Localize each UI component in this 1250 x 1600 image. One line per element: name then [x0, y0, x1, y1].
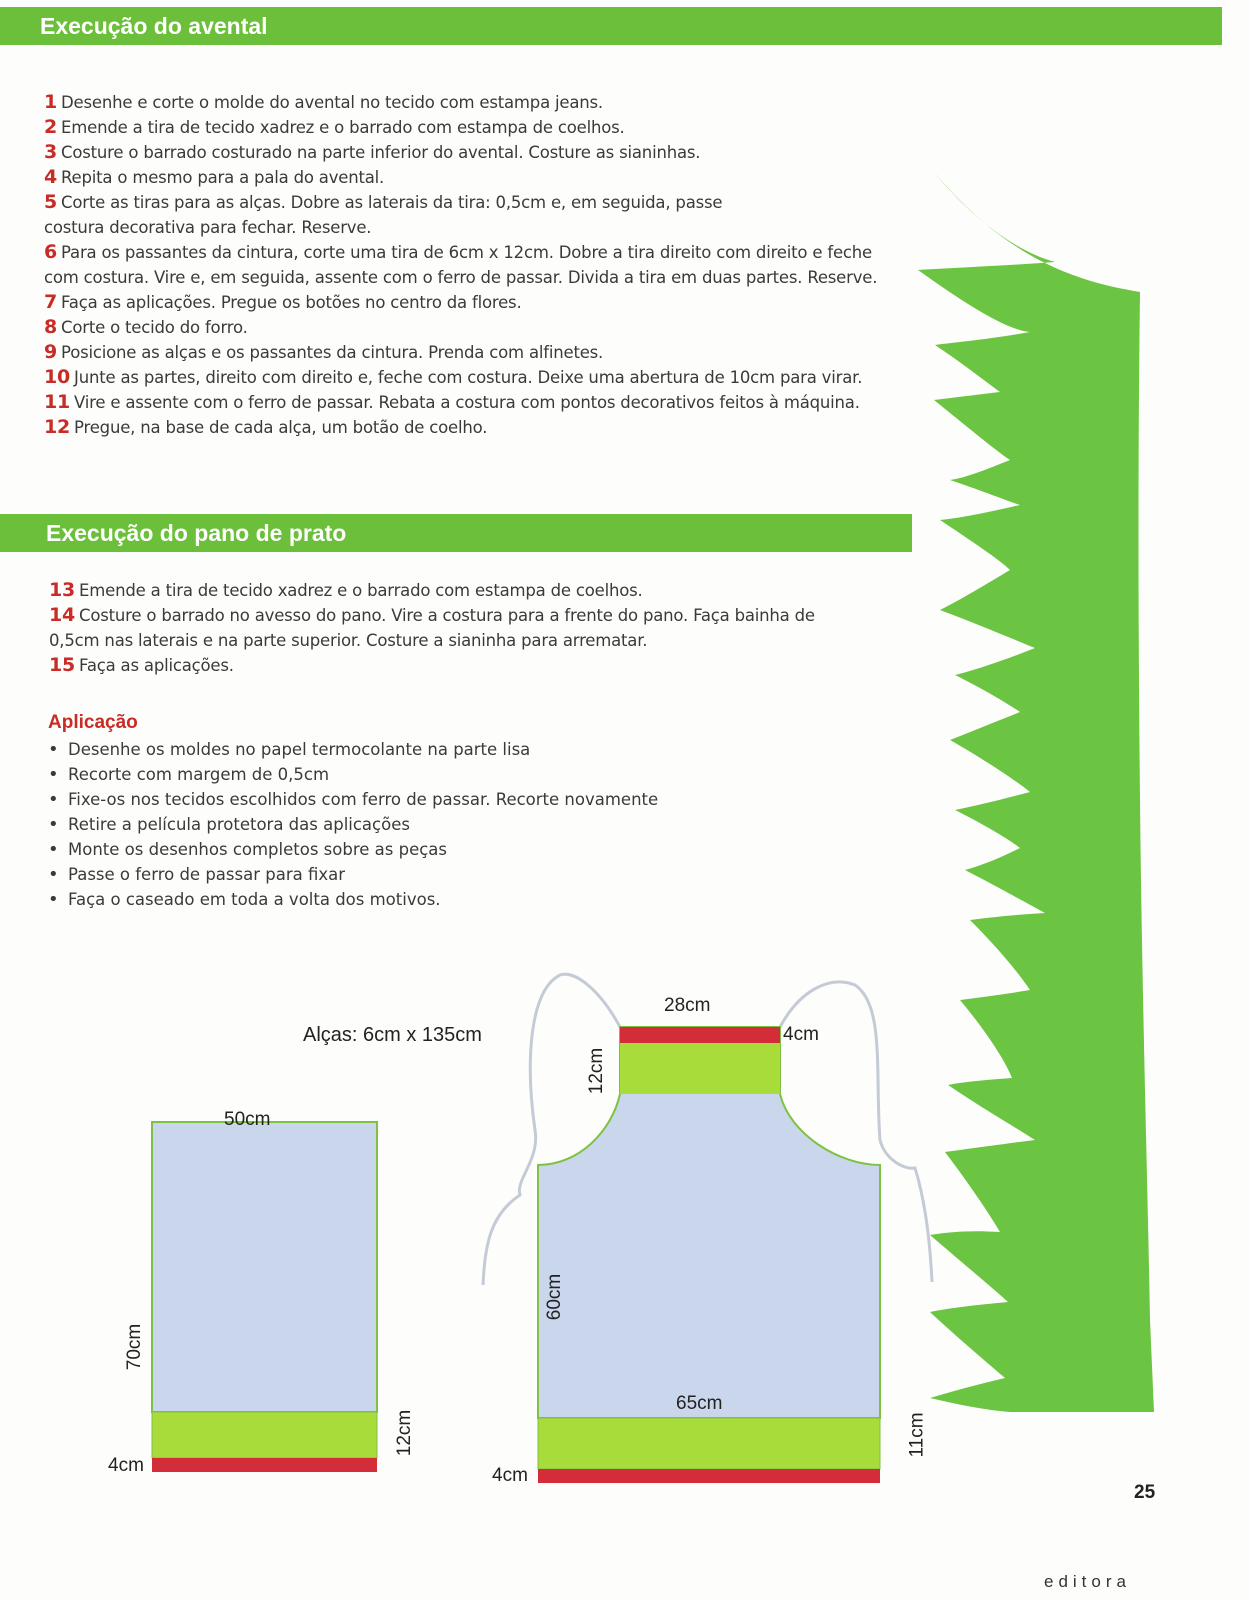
step-text: Junte as partes, direito com direito e, feche com costura. Deixe uma abertura de 10cm para virar.	[74, 368, 863, 387]
step-line	[49, 603, 815, 628]
step-line	[44, 265, 877, 290]
towel-width-label: 50cm	[224, 1109, 271, 1130]
step-line	[49, 653, 815, 678]
step-text: Para os passantes da cintura, corte uma tira de 6cm x 12cm. Dobre a tira direito com direito e feche	[61, 243, 872, 262]
step-number: 8	[44, 316, 58, 338]
step-line	[49, 628, 815, 653]
step-line	[49, 578, 815, 603]
application-item: • Desenhe os moldes no papel termocolante na parte lisa	[48, 737, 658, 762]
dish-towel-diagram	[152, 1122, 377, 1472]
application-item: • Monte os desenhos completos sobre as peças	[48, 837, 658, 862]
step-number: 1	[44, 91, 58, 113]
step-line	[44, 240, 877, 265]
step-number: 7	[44, 291, 58, 313]
step-line	[44, 290, 877, 315]
application-item: • Fixe-os nos tecidos escolhidos com ferro de passar. Recorte novamente	[48, 787, 658, 812]
step-text: Desenhe e corte o molde do avental no tecido com estampa jeans.	[61, 93, 603, 112]
application-item: • Faça o caseado em toda a volta dos motivos.	[48, 887, 658, 912]
step-text: Costure o barrado no avesso do pano. Vire a costura para a frente do pano. Faça bainha de	[79, 606, 815, 625]
step-line	[44, 340, 877, 365]
towel-trim-label: 4cm	[108, 1455, 144, 1476]
apron-width-label: 65cm	[676, 1393, 723, 1414]
step-number: 5	[44, 191, 58, 213]
step-line	[44, 390, 877, 415]
step-line	[44, 90, 877, 115]
step-text: Repita o mesmo para a pala do avental.	[61, 168, 385, 187]
step-number: 11	[44, 391, 71, 413]
step-number: 10	[44, 366, 71, 388]
step-line	[44, 415, 877, 440]
step-text: com costura. Vire e, em seguida, assente com o ferro de passar. Divida a tira em duas partes. Reserve.	[44, 268, 878, 287]
bib-height-label: 12cm	[586, 1047, 608, 1095]
section-banner-apron	[0, 7, 1222, 45]
step-number: 2	[44, 116, 58, 138]
towel-band-label: 12cm	[394, 1409, 416, 1457]
step-number: 6	[44, 241, 58, 263]
step-text: Faça as aplicações.	[79, 656, 234, 675]
application-item: • Passe o ferro de passar para fixar	[48, 862, 658, 887]
step-line	[44, 190, 877, 215]
apron-band-label: 11cm	[906, 1412, 928, 1458]
section-title-apron: Execução do avental	[40, 13, 268, 39]
step-number: 13	[49, 579, 76, 601]
step-text: Corte o tecido do forro.	[61, 318, 248, 337]
step-text: Posicione as alças e os passantes da cintura. Prenda com alfinetes.	[61, 343, 604, 362]
step-line	[44, 215, 877, 240]
step-line	[44, 115, 877, 140]
bib-trim-label: 4cm	[783, 1024, 819, 1045]
step-text: costura decorativa para fechar. Reserve.	[44, 218, 372, 237]
step-text: 0,5cm nas laterais e na parte superior. Costure a sianinha para arrematar.	[49, 631, 648, 650]
step-number: 3	[44, 141, 58, 163]
application-title: Aplicação	[48, 712, 138, 733]
straps-label: Alças: 6cm x 135cm	[303, 1024, 482, 1046]
step-text: Emende a tira de tecido xadrez e o barrado com estampa de coelhos.	[79, 581, 643, 600]
application-item: • Recorte com margem de 0,5cm	[48, 762, 658, 787]
step-number: 15	[49, 654, 76, 676]
page-number: 25	[1134, 1482, 1156, 1503]
section-title-towel: Execução do pano de prato	[46, 520, 347, 546]
application-list	[48, 737, 658, 912]
step-line	[44, 140, 877, 165]
towel-height-label: 70cm	[124, 1323, 146, 1371]
step-text: Pregue, na base de cada alça, um botão de coelho.	[74, 418, 488, 437]
apron-height-label: 60cm	[544, 1273, 566, 1321]
grass-pattern-shape	[918, 172, 1154, 1412]
step-text: Costure o barrado costurado na parte inferior do avental. Costure as sianinhas.	[61, 143, 701, 162]
step-text: Faça as aplicações. Pregue os botões no centro da flores.	[61, 293, 522, 312]
bib-width-label: 28cm	[664, 995, 711, 1016]
step-text: Emende a tira de tecido xadrez e o barrado com estampa de coelhos.	[61, 118, 625, 137]
step-text: Corte as tiras para as alças. Dobre as laterais da tira: 0,5cm e, em seguida, passe	[61, 193, 723, 212]
section-banner-towel	[0, 514, 912, 552]
step-line	[44, 165, 877, 190]
step-number: 14	[49, 604, 76, 626]
towel-steps	[49, 578, 815, 678]
step-line	[44, 315, 877, 340]
step-number: 12	[44, 416, 71, 438]
step-number: 9	[44, 341, 58, 363]
application-item: • Retire a película protetora das aplicações	[48, 812, 658, 837]
apron-trim-label: 4cm	[492, 1465, 528, 1486]
step-text: Vire e assente com o ferro de passar. Rebata a costura com pontos decorativos feitos à máquina.	[74, 393, 860, 412]
step-number: 4	[44, 166, 58, 188]
apron-steps	[44, 90, 877, 440]
publisher-name: editora	[1044, 1572, 1131, 1591]
step-line	[44, 365, 877, 390]
